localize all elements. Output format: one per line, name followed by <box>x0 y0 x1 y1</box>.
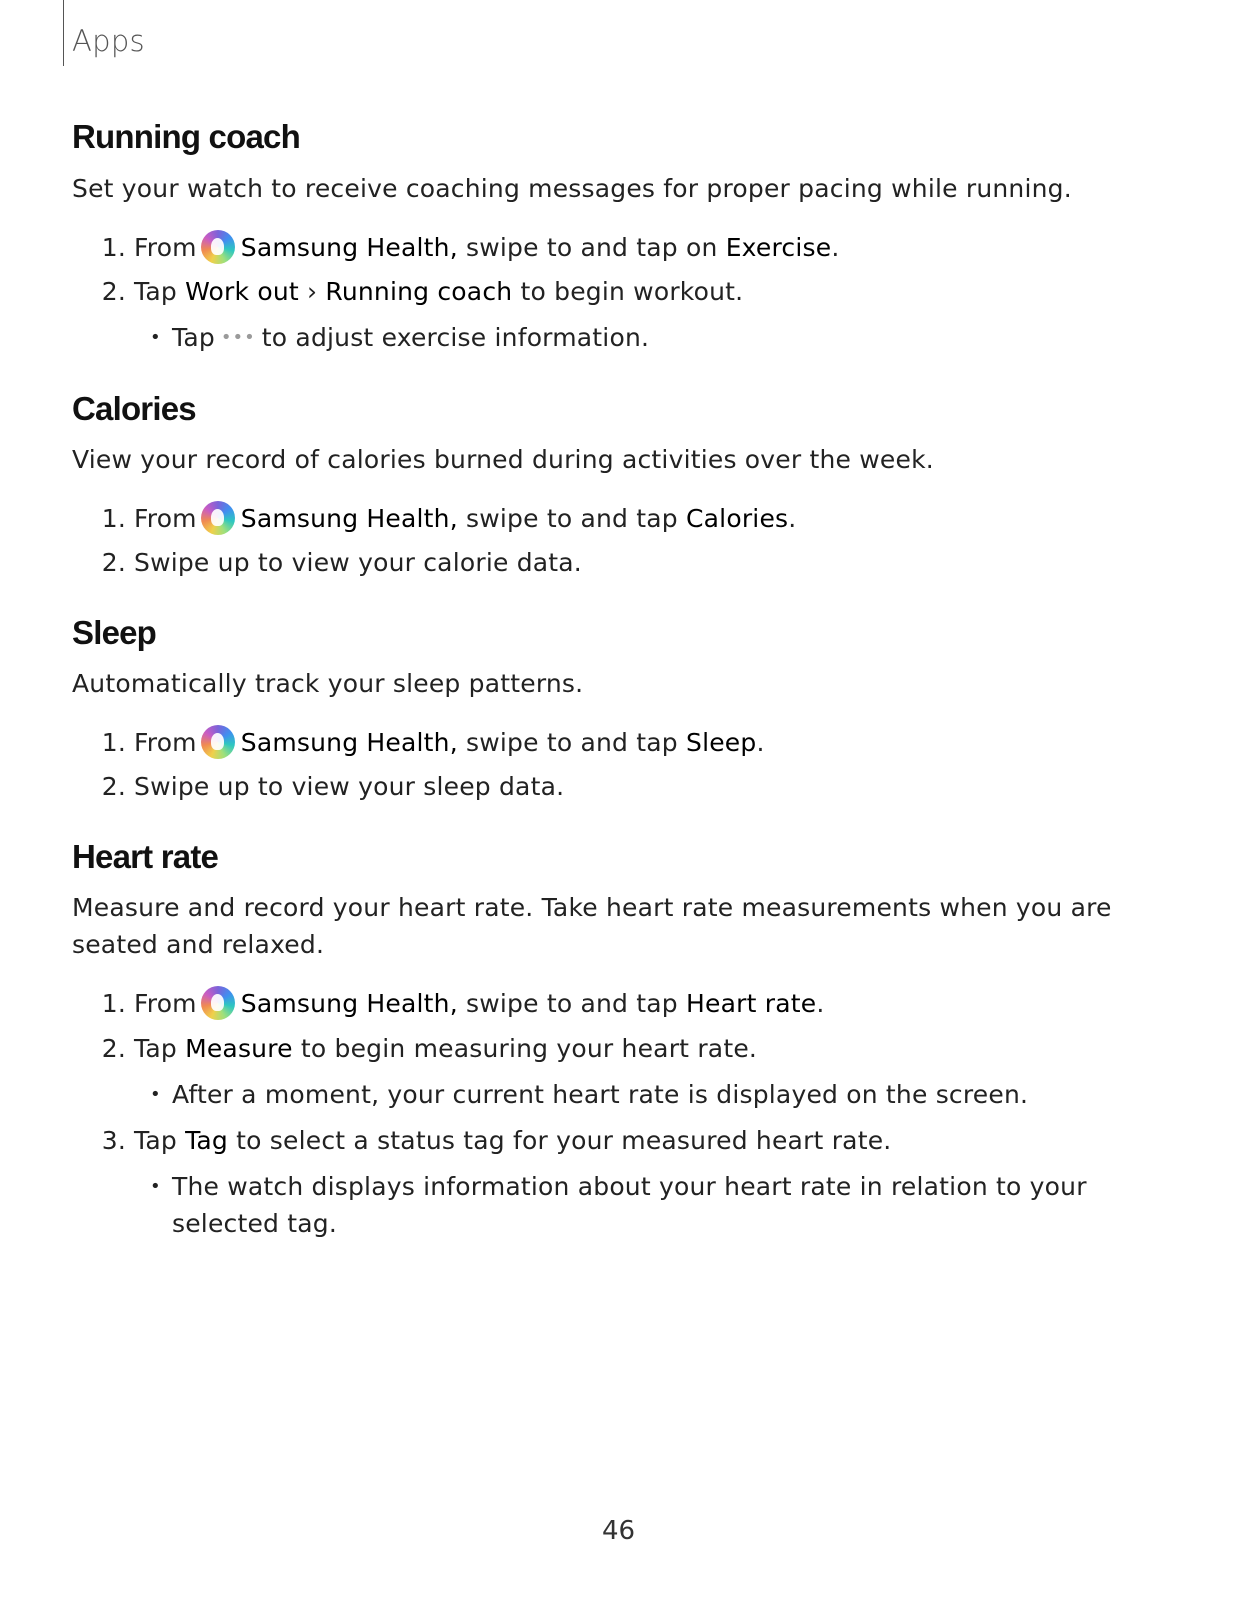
running-step-1: 1. From Samsung Health, swipe to and tap on Exercise. <box>90 230 839 264</box>
heart-step-3: 3. Tap Tag to select a status tag for your measured heart rate. <box>101 1126 892 1155</box>
sleep-step-2: 2. Swipe up to view your sleep data. <box>101 772 565 801</box>
page-number: 46 <box>601 1516 636 1546</box>
running-coach-intro: Set your watch to receive coaching messages for proper pacing while running. <box>72 174 1072 203</box>
heart-bullet-3-continued: selected tag. <box>172 1209 338 1238</box>
calories-step-2: 2. Swipe up to view your calorie data. <box>101 548 582 577</box>
heart-intro-line-2: seated and relaxed. <box>72 930 325 959</box>
heart-intro-line-1: Measure and record your heart rate. Take heart rate measurements when you are <box>72 893 1112 922</box>
heart-step-2: 2. Tap Measure to begin measuring your heart rate. <box>101 1034 758 1063</box>
heart-bullet-3: • The watch displays information about your heart rate in relation to your <box>150 1172 1087 1201</box>
calories-intro: View your record of calories burned during activities over the week. <box>72 445 934 474</box>
heart-bullet-2: • After a moment, your current heart rate is displayed on the screen. <box>150 1080 1029 1109</box>
heading-sleep: Sleep <box>72 614 157 651</box>
samsung-health-icon <box>201 986 235 1020</box>
sleep-intro: Automatically track your sleep patterns. <box>72 669 584 698</box>
samsung-health-icon <box>201 725 235 759</box>
heading-running-coach: Running coach <box>72 118 300 155</box>
heading-calories: Calories <box>72 390 196 427</box>
header-rule <box>63 0 64 66</box>
more-options-icon: ••• <box>220 327 256 348</box>
samsung-health-icon <box>201 230 235 264</box>
sleep-step-1: 1. From Samsung Health, swipe to and tap Sleep. <box>90 725 765 759</box>
heading-heart-rate: Heart rate <box>72 838 219 875</box>
samsung-health-icon <box>201 501 235 535</box>
calories-step-1: 1. From Samsung Health, swipe to and tap Calories. <box>90 501 796 535</box>
heart-step-1: 1. From Samsung Health, swipe to and tap Heart rate. <box>90 986 824 1020</box>
running-bullet-1: • Tap ••• to adjust exercise information. <box>150 323 650 352</box>
running-step-2: 2. Tap Work out › Running coach to begin workout. <box>101 277 744 306</box>
section-label: Apps <box>72 24 145 58</box>
